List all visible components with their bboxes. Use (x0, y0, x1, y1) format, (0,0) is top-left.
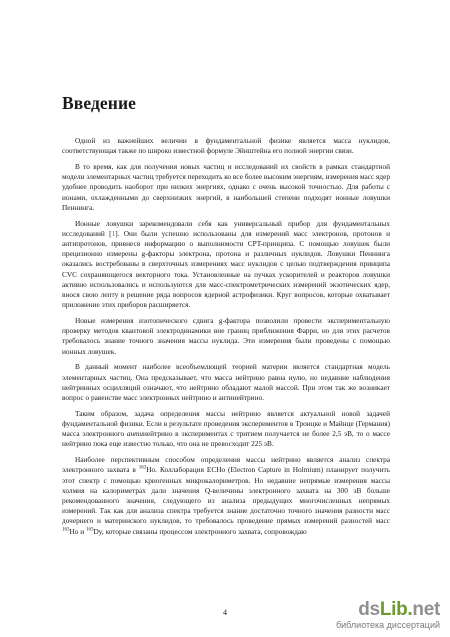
paragraph: В то время, как для получения новых частиц и исследований их свойств в рамках стандартной модели элементарных частиц требуется переходить ко все более высоким энергиям, измерения масс ядер удобнее проводить наоборот при низких энергиях, однако с очень высокой точностью. Для работы с ионами, охлажденными до сверхнизких энергий, в наибольшей степени подходят ионные ловушки Пеннинга. (62, 162, 390, 212)
paragraph: Таким образом, задача определения массы нейтрино является актуальной новой задачей фундаментальной физики. Если в результате проведения экспериментов в Троицке и Майнце (Германия) масса электронного антинейтрино в экспериментах с тритием получается не более 2,5 эВ, то о массе нейтрино пока еще известно только, что она не превосходит 225 эВ. (62, 408, 390, 449)
page-title: Введение (62, 93, 137, 113)
paragraph: В данный момент наиболее всеобъемлющей теорией материи является стандартная модель элементарных частиц. Она предсказывает, что масса нейтрино равна нулю, но недавние наблюдения нейтринных осцилляций означают, что нейтрино обладают малой массой. При этом так же возникает вопрос о равенстве масс электронных нейтрино и антинейтрино. (62, 362, 390, 403)
logo-lib: Lib (379, 599, 408, 620)
logo-dot: . (407, 599, 413, 620)
paragraph: Одной из важнейших величин в фундаментальной физике является масса нуклидов, соответствующая также по широко известной формуле Эйнштейна его полной энергии связи. (62, 136, 390, 156)
page-number: 4 (223, 608, 227, 617)
paragraph: Ионные ловушки зарекомендовали себя как универсальный прибор для фундаментальных исследований [1]. Они были успешно использованы для измерений масс электронов, протонов и антипротонов, привнеся информацию о выполнимости CPT-принципа. С помощью ловушек были прецизионно измерены g-факторы электрона, протона и различных нуклидов. Ловушки Пеннинга оказались востребованы в сверхточных измерениях масс нуклидов с целью подтверждения принципа CVC сохраняющегося векторного тока. Установленные на пучках ускорителей и реакторов ловушки активно использовались и используются для масс-спектрометрических измерений экзотических ядер, внося свою лепту в решение ряда вопросов ядерной астрофизики. Круг вопросов, которые охватывает приложение этих приборов расширяется. (62, 218, 390, 310)
citation-link[interactable]: 1 (111, 228, 116, 238)
logo-ds: ds (358, 599, 380, 620)
body-text (62, 136, 390, 542)
paragraph: Наиболее перспективным способом определения массы нейтрино является анализ спектра электронного захвата в $^{163}$Ho. Коллаборация ECHo (Electron Capture in Holmium) планирует получить этот спектр с помощью криогенных микрокалориметров. Но недавние непрямые измерения массы холмия на калориметрах дали значения Q-величины электронного захвата на 300 эВ больше рекомендованного значения, следующего из анализа предыдущих многочисленных непрямых измерений. Так как для анализа спектра требуется знание достаточно точного значения разности масс дочернего и материнского нуклидов, то требовалось проведение прямых измерений разностей масс $^{163}$Ho и $^{163}$Dy, которые связаны процессом электронного захвата, сопровождаю (62, 455, 390, 536)
logo-net: net (412, 599, 440, 620)
paragraph: Новые измерения изотопического сдвига g-фактора позволили провести экспериментальную проверку методов квантовой электродинамики вне границ приближения Фарри, но для этих расчетов требовалось знание точного значения массы нуклида. Эти измерения были проведены с помощью ионных ловушек. (62, 316, 390, 356)
watermark-tagline: библиотека диссертаций (335, 620, 440, 630)
watermark[interactable] (336, 600, 440, 630)
watermark-logo (336, 600, 440, 620)
